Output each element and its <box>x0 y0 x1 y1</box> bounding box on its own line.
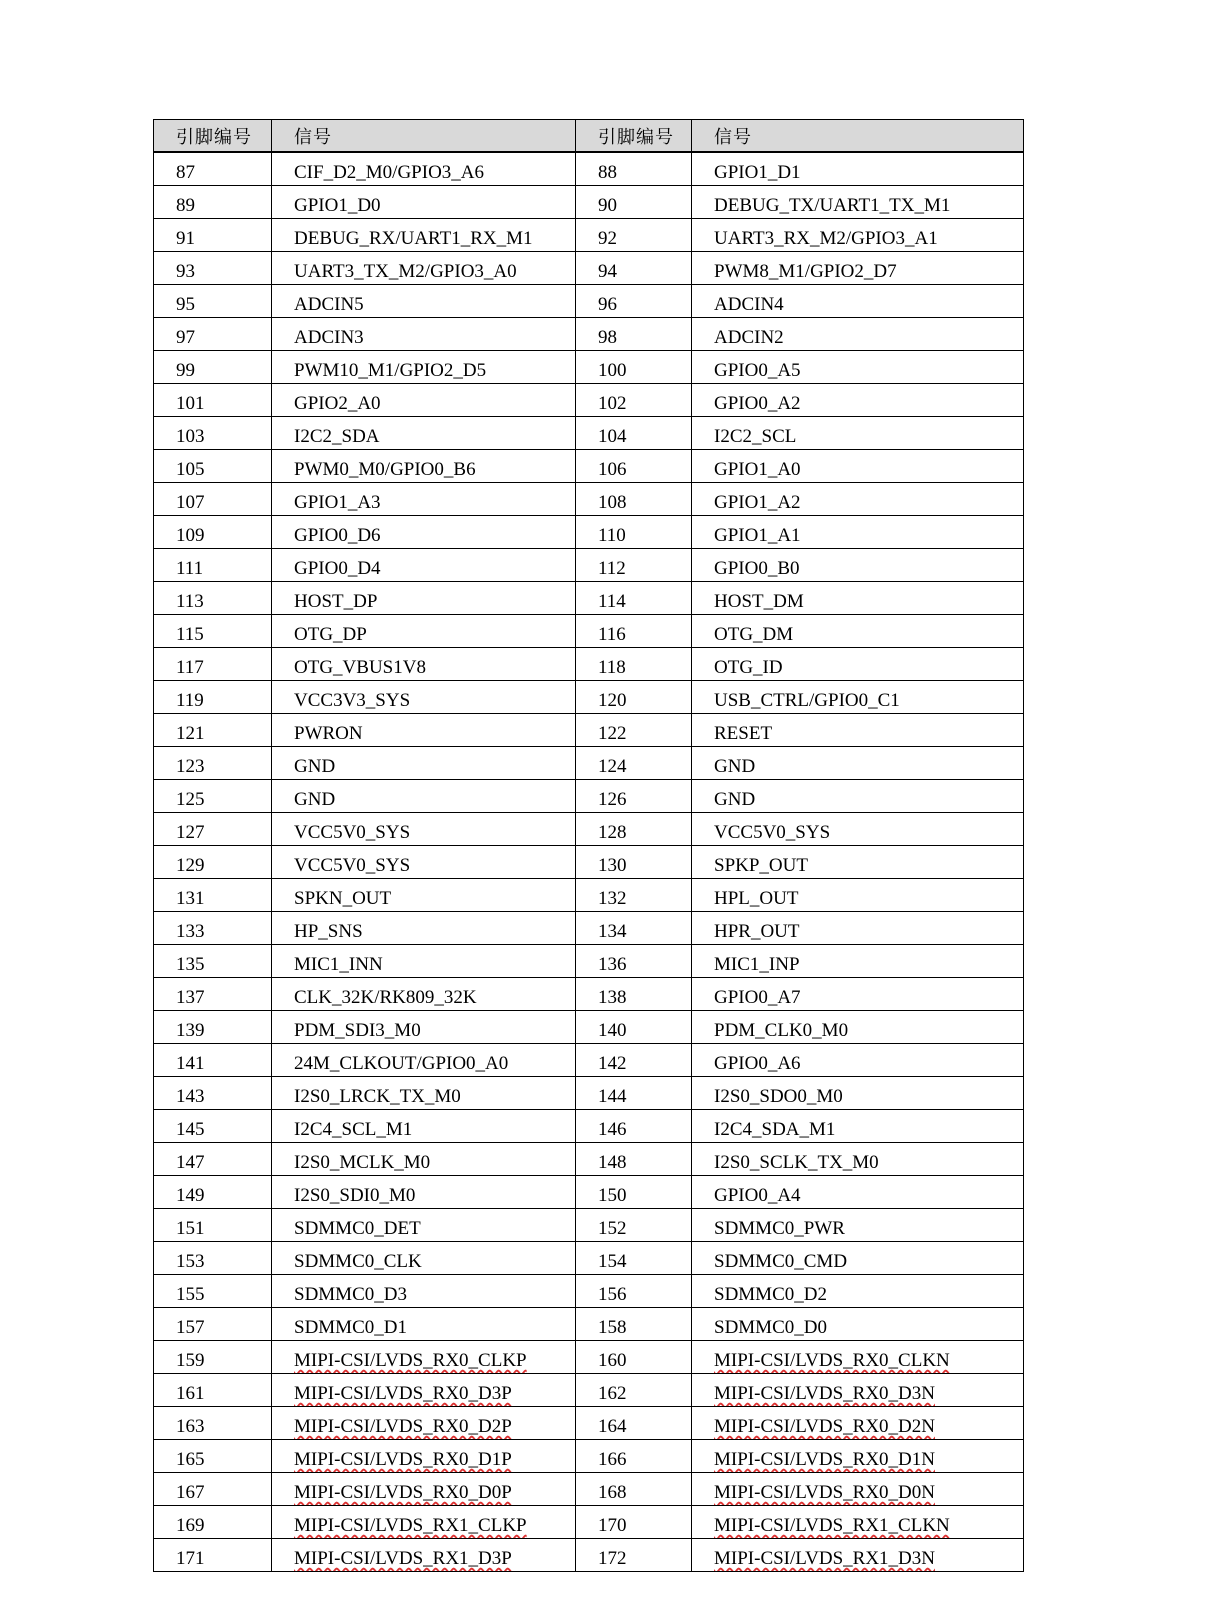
pin-number-left: 163 <box>154 1407 272 1440</box>
signal-left: SPKN_OUT <box>272 879 576 912</box>
pin-number-right: 92 <box>576 219 692 252</box>
pin-number-right: 88 <box>576 152 692 186</box>
pin-number-right: 108 <box>576 483 692 516</box>
pin-number-right: 148 <box>576 1143 692 1176</box>
pin-number-left: 147 <box>154 1143 272 1176</box>
table-row <box>154 186 1024 219</box>
signal-left: MIPI-CSI/LVDS_RX0_D0P <box>272 1473 576 1506</box>
pin-number-right: 138 <box>576 978 692 1011</box>
pin-number-right: 170 <box>576 1506 692 1539</box>
signal-right: MIPI-CSI/LVDS_RX1_CLKN <box>692 1506 1024 1539</box>
signal-right: OTG_DM <box>692 615 1024 648</box>
header-signal-right: 信号 <box>692 120 1024 153</box>
table-row <box>154 1407 1024 1440</box>
signal-right: I2S0_SDO0_M0 <box>692 1077 1024 1110</box>
signal-left: HOST_DP <box>272 582 576 615</box>
signal-right: ADCIN4 <box>692 285 1024 318</box>
table-row <box>154 846 1024 879</box>
pin-number-right: 94 <box>576 252 692 285</box>
signal-right: MIPI-CSI/LVDS_RX0_D2N <box>692 1407 1024 1440</box>
pin-number-left: 155 <box>154 1275 272 1308</box>
table-row <box>154 351 1024 384</box>
table-row <box>154 813 1024 846</box>
signal-left: MIPI-CSI/LVDS_RX0_D2P <box>272 1407 576 1440</box>
signal-left: MIPI-CSI/LVDS_RX1_CLKP <box>272 1506 576 1539</box>
pin-number-right: 142 <box>576 1044 692 1077</box>
table-row <box>154 1341 1024 1374</box>
signal-left: MIPI-CSI/LVDS_RX1_D3P <box>272 1539 576 1572</box>
table-row <box>154 1242 1024 1275</box>
signal-right: GPIO0_B0 <box>692 549 1024 582</box>
pin-number-left: 103 <box>154 417 272 450</box>
signal-right: GPIO0_A6 <box>692 1044 1024 1077</box>
pin-number-right: 144 <box>576 1077 692 1110</box>
pin-number-left: 87 <box>154 152 272 186</box>
signal-right: USB_CTRL/GPIO0_C1 <box>692 681 1024 714</box>
table-row <box>154 1110 1024 1143</box>
header-pin-number-left: 引脚编号 <box>154 120 272 153</box>
signal-left: OTG_VBUS1V8 <box>272 648 576 681</box>
signal-left: I2C2_SDA <box>272 417 576 450</box>
pin-number-left: 117 <box>154 648 272 681</box>
signal-right: SDMMC0_D2 <box>692 1275 1024 1308</box>
pin-number-left: 123 <box>154 747 272 780</box>
table-row <box>154 1374 1024 1407</box>
pin-number-right: 134 <box>576 912 692 945</box>
signal-right: GPIO1_A2 <box>692 483 1024 516</box>
pin-number-right: 112 <box>576 549 692 582</box>
pin-number-left: 127 <box>154 813 272 846</box>
pin-number-left: 137 <box>154 978 272 1011</box>
signal-right: GPIO0_A4 <box>692 1176 1024 1209</box>
signal-left: OTG_DP <box>272 615 576 648</box>
table-row <box>154 1209 1024 1242</box>
signal-left: GPIO0_D6 <box>272 516 576 549</box>
pin-number-right: 160 <box>576 1341 692 1374</box>
signal-right: PDM_CLK0_M0 <box>692 1011 1024 1044</box>
pin-number-left: 133 <box>154 912 272 945</box>
signal-right: HPL_OUT <box>692 879 1024 912</box>
pin-number-right: 110 <box>576 516 692 549</box>
table-row <box>154 1176 1024 1209</box>
signal-left: I2S0_SDI0_M0 <box>272 1176 576 1209</box>
signal-left: ADCIN3 <box>272 318 576 351</box>
signal-left: I2S0_LRCK_TX_M0 <box>272 1077 576 1110</box>
signal-right: UART3_RX_M2/GPIO3_A1 <box>692 219 1024 252</box>
table-row <box>154 384 1024 417</box>
pin-number-left: 139 <box>154 1011 272 1044</box>
pin-number-left: 145 <box>154 1110 272 1143</box>
table-row <box>154 483 1024 516</box>
pin-number-right: 158 <box>576 1308 692 1341</box>
pin-number-right: 152 <box>576 1209 692 1242</box>
pin-table <box>153 119 1024 1572</box>
header-row <box>154 120 1024 153</box>
pin-table-header <box>154 120 1024 153</box>
pin-number-right: 102 <box>576 384 692 417</box>
signal-right: MIC1_INP <box>692 945 1024 978</box>
table-row <box>154 318 1024 351</box>
signal-right: DEBUG_TX/UART1_TX_M1 <box>692 186 1024 219</box>
signal-left: PWRON <box>272 714 576 747</box>
table-row <box>154 978 1024 1011</box>
table-row <box>154 879 1024 912</box>
pin-number-left: 149 <box>154 1176 272 1209</box>
pin-number-right: 96 <box>576 285 692 318</box>
signal-left: ADCIN5 <box>272 285 576 318</box>
table-row <box>154 615 1024 648</box>
signal-left: GND <box>272 780 576 813</box>
pin-number-right: 168 <box>576 1473 692 1506</box>
signal-right: MIPI-CSI/LVDS_RX0_D0N <box>692 1473 1024 1506</box>
pin-number-right: 146 <box>576 1110 692 1143</box>
pin-number-left: 105 <box>154 450 272 483</box>
pin-number-left: 167 <box>154 1473 272 1506</box>
pin-number-left: 157 <box>154 1308 272 1341</box>
signal-right: I2S0_SCLK_TX_M0 <box>692 1143 1024 1176</box>
pin-number-left: 115 <box>154 615 272 648</box>
signal-left: GPIO0_D4 <box>272 549 576 582</box>
pin-number-right: 104 <box>576 417 692 450</box>
pin-number-right: 136 <box>576 945 692 978</box>
signal-right: GPIO1_D1 <box>692 152 1024 186</box>
pin-number-left: 159 <box>154 1341 272 1374</box>
pin-number-right: 122 <box>576 714 692 747</box>
pin-number-left: 107 <box>154 483 272 516</box>
pin-number-left: 121 <box>154 714 272 747</box>
signal-right: GPIO0_A2 <box>692 384 1024 417</box>
table-row <box>154 681 1024 714</box>
signal-left: VCC3V3_SYS <box>272 681 576 714</box>
pin-number-right: 120 <box>576 681 692 714</box>
signal-right: RESET <box>692 714 1024 747</box>
pin-number-left: 131 <box>154 879 272 912</box>
signal-left: UART3_TX_M2/GPIO3_A0 <box>272 252 576 285</box>
pin-number-left: 153 <box>154 1242 272 1275</box>
signal-left: MIC1_INN <box>272 945 576 978</box>
pin-number-right: 98 <box>576 318 692 351</box>
signal-left: GND <box>272 747 576 780</box>
signal-left: CLK_32K/RK809_32K <box>272 978 576 1011</box>
signal-right: GND <box>692 780 1024 813</box>
pin-number-left: 119 <box>154 681 272 714</box>
table-row <box>154 648 1024 681</box>
pin-number-right: 156 <box>576 1275 692 1308</box>
signal-right: MIPI-CSI/LVDS_RX0_D1N <box>692 1440 1024 1473</box>
table-row <box>154 219 1024 252</box>
signal-left: MIPI-CSI/LVDS_RX0_D3P <box>272 1374 576 1407</box>
pin-number-left: 101 <box>154 384 272 417</box>
signal-right: GND <box>692 747 1024 780</box>
signal-left: MIPI-CSI/LVDS_RX0_CLKP <box>272 1341 576 1374</box>
signal-left: SDMMC0_D3 <box>272 1275 576 1308</box>
pin-number-right: 150 <box>576 1176 692 1209</box>
pin-number-left: 111 <box>154 549 272 582</box>
pin-number-left: 143 <box>154 1077 272 1110</box>
signal-right: PWM8_M1/GPIO2_D7 <box>692 252 1024 285</box>
signal-right: SDMMC0_CMD <box>692 1242 1024 1275</box>
header-pin-number-right: 引脚编号 <box>576 120 692 153</box>
signal-left: 24M_CLKOUT/GPIO0_A0 <box>272 1044 576 1077</box>
table-row <box>154 252 1024 285</box>
signal-left: PDM_SDI3_M0 <box>272 1011 576 1044</box>
pin-number-left: 135 <box>154 945 272 978</box>
pin-number-right: 140 <box>576 1011 692 1044</box>
signal-left: GPIO2_A0 <box>272 384 576 417</box>
signal-right: GPIO1_A0 <box>692 450 1024 483</box>
header-signal-left: 信号 <box>272 120 576 153</box>
pin-number-left: 93 <box>154 252 272 285</box>
pin-number-left: 171 <box>154 1539 272 1572</box>
table-row <box>154 747 1024 780</box>
signal-left: PWM10_M1/GPIO2_D5 <box>272 351 576 384</box>
signal-right: HPR_OUT <box>692 912 1024 945</box>
pin-number-left: 161 <box>154 1374 272 1407</box>
pin-number-right: 166 <box>576 1440 692 1473</box>
pin-number-left: 97 <box>154 318 272 351</box>
signal-right: ADCIN2 <box>692 318 1024 351</box>
signal-left: SDMMC0_CLK <box>272 1242 576 1275</box>
signal-right: GPIO0_A7 <box>692 978 1024 1011</box>
pin-number-right: 114 <box>576 582 692 615</box>
pin-table-body <box>154 152 1024 1572</box>
signal-left: PWM0_M0/GPIO0_B6 <box>272 450 576 483</box>
signal-right: MIPI-CSI/LVDS_RX0_D3N <box>692 1374 1024 1407</box>
signal-left: MIPI-CSI/LVDS_RX0_D1P <box>272 1440 576 1473</box>
table-row <box>154 417 1024 450</box>
signal-right: I2C4_SDA_M1 <box>692 1110 1024 1143</box>
signal-left: GPIO1_D0 <box>272 186 576 219</box>
pin-number-left: 91 <box>154 219 272 252</box>
pin-number-left: 169 <box>154 1506 272 1539</box>
signal-left: SDMMC0_DET <box>272 1209 576 1242</box>
signal-left: CIF_D2_M0/GPIO3_A6 <box>272 152 576 186</box>
table-row <box>154 285 1024 318</box>
pin-number-right: 118 <box>576 648 692 681</box>
table-row <box>154 945 1024 978</box>
pin-number-right: 130 <box>576 846 692 879</box>
table-row <box>154 1539 1024 1572</box>
signal-right: GPIO1_A1 <box>692 516 1024 549</box>
table-row <box>154 582 1024 615</box>
pin-number-right: 164 <box>576 1407 692 1440</box>
table-row <box>154 780 1024 813</box>
pin-number-right: 162 <box>576 1374 692 1407</box>
signal-right: OTG_ID <box>692 648 1024 681</box>
pin-number-right: 100 <box>576 351 692 384</box>
table-row <box>154 152 1024 186</box>
table-row <box>154 549 1024 582</box>
table-row <box>154 1044 1024 1077</box>
pin-number-left: 109 <box>154 516 272 549</box>
signal-right: SPKP_OUT <box>692 846 1024 879</box>
table-row <box>154 1308 1024 1341</box>
pin-number-right: 90 <box>576 186 692 219</box>
table-row <box>154 450 1024 483</box>
pin-number-right: 154 <box>576 1242 692 1275</box>
pin-number-left: 129 <box>154 846 272 879</box>
pin-number-left: 151 <box>154 1209 272 1242</box>
pin-number-left: 99 <box>154 351 272 384</box>
table-row <box>154 1143 1024 1176</box>
signal-right: HOST_DM <box>692 582 1024 615</box>
pin-number-right: 126 <box>576 780 692 813</box>
table-row <box>154 1011 1024 1044</box>
signal-right: SDMMC0_PWR <box>692 1209 1024 1242</box>
pin-number-right: 172 <box>576 1539 692 1572</box>
pin-number-right: 116 <box>576 615 692 648</box>
table-row <box>154 1077 1024 1110</box>
pin-number-left: 89 <box>154 186 272 219</box>
table-row <box>154 714 1024 747</box>
table-row <box>154 516 1024 549</box>
table-row <box>154 1440 1024 1473</box>
pin-number-right: 106 <box>576 450 692 483</box>
signal-left: SDMMC0_D1 <box>272 1308 576 1341</box>
pin-number-left: 113 <box>154 582 272 615</box>
signal-right: MIPI-CSI/LVDS_RX0_CLKN <box>692 1341 1024 1374</box>
signal-left: VCC5V0_SYS <box>272 846 576 879</box>
pin-number-right: 128 <box>576 813 692 846</box>
pin-number-left: 141 <box>154 1044 272 1077</box>
pin-number-right: 132 <box>576 879 692 912</box>
pin-number-left: 125 <box>154 780 272 813</box>
pin-number-left: 95 <box>154 285 272 318</box>
signal-left: I2S0_MCLK_M0 <box>272 1143 576 1176</box>
signal-left: VCC5V0_SYS <box>272 813 576 846</box>
table-row <box>154 1473 1024 1506</box>
table-row <box>154 1275 1024 1308</box>
table-row <box>154 912 1024 945</box>
signal-left: HP_SNS <box>272 912 576 945</box>
signal-right: GPIO0_A5 <box>692 351 1024 384</box>
pin-number-right: 124 <box>576 747 692 780</box>
signal-left: DEBUG_RX/UART1_RX_M1 <box>272 219 576 252</box>
signal-left: GPIO1_A3 <box>272 483 576 516</box>
signal-right: VCC5V0_SYS <box>692 813 1024 846</box>
signal-right: SDMMC0_D0 <box>692 1308 1024 1341</box>
pin-number-left: 165 <box>154 1440 272 1473</box>
signal-right: MIPI-CSI/LVDS_RX1_D3N <box>692 1539 1024 1572</box>
signal-right: I2C2_SCL <box>692 417 1024 450</box>
signal-left: I2C4_SCL_M1 <box>272 1110 576 1143</box>
table-row <box>154 1506 1024 1539</box>
